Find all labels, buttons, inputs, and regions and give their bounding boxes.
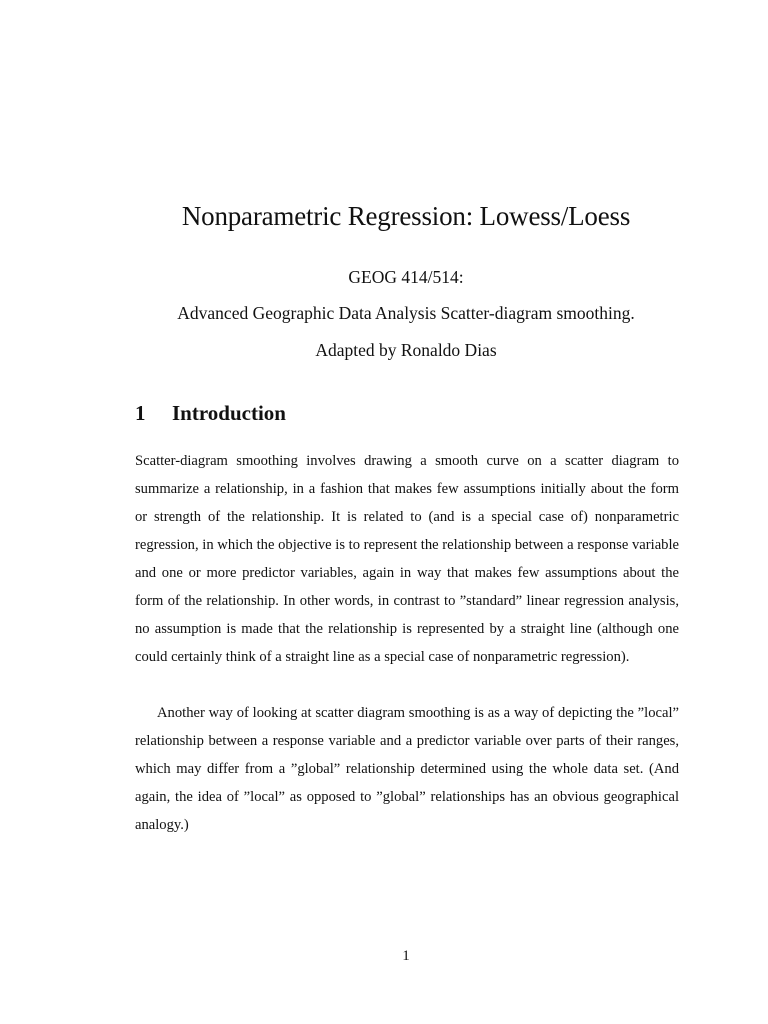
section-title: Introduction	[172, 401, 286, 425]
document-subtitle: Advanced Geographic Data Analysis Scatter-diagram smoothing.	[177, 303, 635, 323]
paragraph-1: Scatter-diagram smoothing involves drawing a smooth curve on a scatter diagram to summarize a relationship, in a fashion that makes few assumptions initially about the form or strength of the relationship. It is related to (and is a special case of) nonparametric regression, in which the objective is to represent the relationship between a response variable and one or more predictor variables, again in way that makes few assumptions about the form of the relationship. In other words, in contrast to ”standard” linear regression analysis, no assumption is made that the relationship is represented by a straight line (although one could certainly think of a straight line as a special case of nonparametric regression).	[135, 453, 679, 665]
section-heading	[135, 401, 286, 426]
author-line: Adapted by Ronaldo Dias	[315, 340, 497, 360]
section-number: 1	[135, 401, 146, 425]
document-title: Nonparametric Regression: Lowess/Loess	[181, 201, 631, 231]
course-code: GEOG 414/514:	[348, 267, 464, 287]
page-number: 1	[402, 948, 410, 964]
paragraph-2: Another way of looking at scatter diagram smoothing is as a way of depicting the ”local” relationship between a response variable and a predictor variable over parts of their ranges, which may differ from a ”global” relationship determined using the whole data set. (And again, the idea of ”local” as opposed to ”global” relationships has an obvious geographical analogy.)	[135, 705, 679, 833]
